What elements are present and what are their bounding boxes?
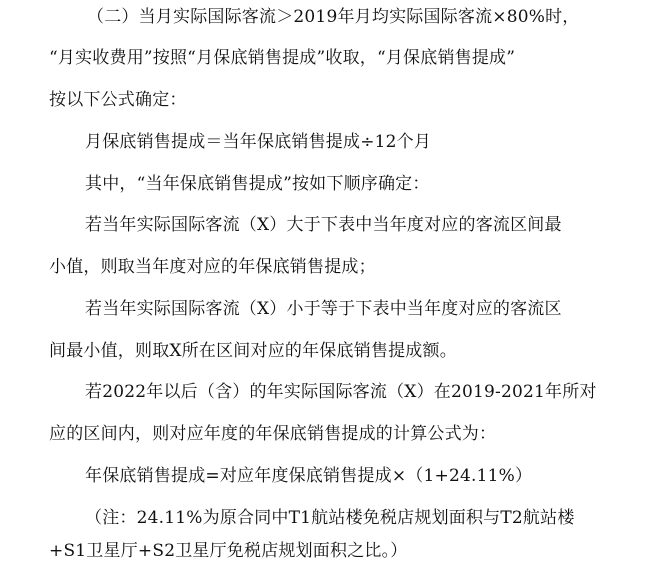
paragraph-line-5: 其中，“当年保底销售提成”按如下顺序确定： <box>85 174 430 194</box>
paragraph-line-3: 按以下公式确定： <box>49 90 187 110</box>
note-line-1: （注：24.11%为原合同中T1航站楼免税店规划面积与T2航站楼 <box>85 508 575 528</box>
paragraph-line-1: （二）当月实际国际客流＞2019年月均实际国际客流×80%时， <box>87 7 580 27</box>
paragraph-line-10: 若2022年以后（含）的年实际国际客流（X）在2019-2021年所对 <box>85 382 597 402</box>
paragraph-line-9: 间最小值，则取X所在区间对应的年保底销售提成额。 <box>49 341 457 361</box>
paragraph-line-7: 小值，则取当年度对应的年保底销售提成； <box>49 257 376 277</box>
paragraph-line-6: 若当年实际国际客流（X）大于下表中当年度对应的客流区间最 <box>85 215 562 235</box>
paragraph-line-11: 应的区间内，则对应年度的年保底销售提成的计算公式为： <box>49 424 497 444</box>
formula-line-annual: 年保底销售提成=对应年度保底销售提成×（1+24.11%） <box>85 466 533 486</box>
paragraph-line-8: 若当年实际国际客流（X）小于等于下表中当年度对应的客流区 <box>85 299 562 319</box>
formula-line: 月保底销售提成＝当年保底销售提成÷12个月 <box>85 132 432 152</box>
note-line-2: +S1卫星厅+S2卫星厅免税店规划面积之比。） <box>49 541 408 561</box>
paragraph-line-2: “月实收费用”按照“月保底销售提成”收取，“月保底销售提成” <box>49 48 516 68</box>
